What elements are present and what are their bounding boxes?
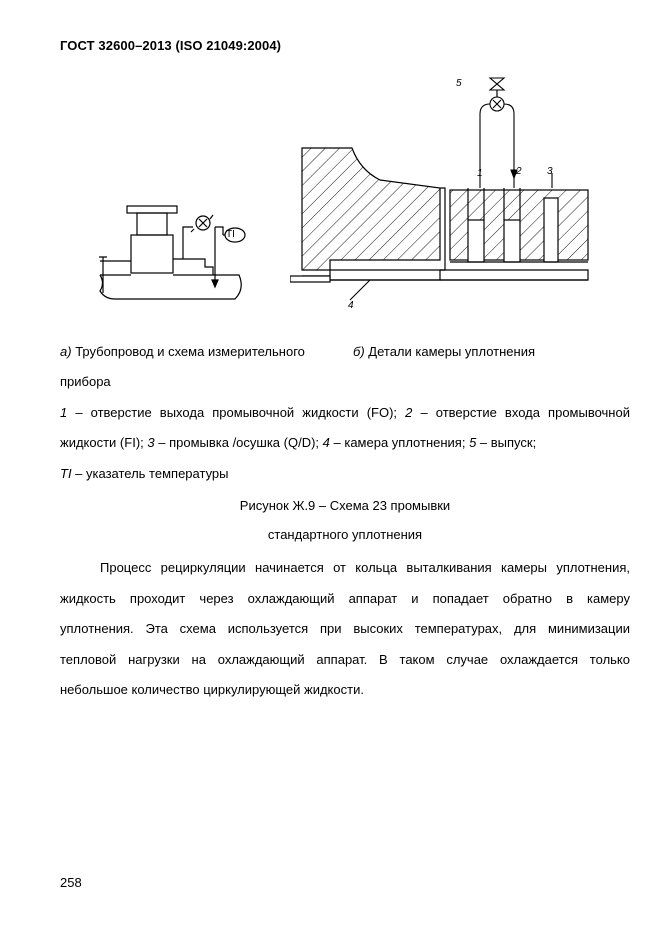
- legend-line-3: [60, 467, 229, 481]
- caption-a-label: а): [60, 344, 72, 359]
- legend-number-1: 1: [60, 405, 68, 420]
- callout-5: 5: [456, 78, 462, 89]
- caption-b-label: б): [353, 344, 365, 359]
- figure-a-pipeline-diagram: [95, 195, 255, 310]
- legend-text-2-cont: жидкости (FI);: [60, 435, 148, 450]
- figure-b-seal-chamber-diagram: [290, 70, 600, 320]
- document-header: ГОСТ 32600–2013 (ISO 21049:2004): [60, 38, 282, 53]
- figure-title-line-1: Рисунок Ж.9 – Схема 23 промывки: [239, 498, 451, 513]
- legend-line-2: [60, 436, 536, 450]
- callout-1: 1: [477, 168, 483, 179]
- legend-text-ti: – указатель температуры: [71, 466, 229, 481]
- legend-text-5: – выпуск;: [476, 435, 537, 450]
- legend-text-2: – отверстие входа промывочной: [412, 405, 630, 420]
- paragraph-line-4: тепловой нагрузки на охлаждающий аппарат. В таком случае охлаждается только: [60, 652, 630, 667]
- callout-3: 3: [547, 166, 553, 177]
- callout-4: 4: [348, 300, 354, 311]
- paragraph-line-2: жидкость проходит через охлаждающий аппарат и попадает обратно в камеру: [60, 591, 630, 606]
- caption-b-text: Детали камеры уплотнения: [368, 344, 535, 359]
- page-number: 258: [60, 875, 82, 890]
- legend-number-ti: TI: [60, 466, 72, 481]
- ti-callout-label: TI: [226, 229, 235, 240]
- legend-line-1: [60, 406, 630, 420]
- legend-number-2: 2: [405, 405, 413, 420]
- figure-title-line-2: стандартного уплотнения: [267, 527, 423, 542]
- legend-number-3: 3: [147, 435, 155, 450]
- legend-text-4: – камера уплотнения;: [329, 435, 470, 450]
- paragraph-line-1: Процесс рециркуляции начинается от кольца выталкивания камеры уплотнения,: [100, 560, 630, 575]
- caption-a: [60, 345, 305, 359]
- caption-b: [353, 345, 535, 359]
- caption-a-text: Трубопровод и схема измерительного: [75, 344, 305, 359]
- legend-text-3: – промывка /осушка (Q/D);: [154, 435, 323, 450]
- callout-2: 2: [516, 166, 522, 177]
- legend-text-1: – отверстие выхода промывочной жидкости (FO);: [67, 405, 398, 420]
- paragraph-line-5: небольшое количество циркулирующей жидкости.: [60, 682, 364, 697]
- legend-number-5: 5: [469, 435, 477, 450]
- paragraph-line-3: уплотнения. Эта схема используется при высоких температурах, для минимизации: [60, 621, 630, 636]
- caption-a-continuation: прибора: [60, 374, 111, 389]
- legend-number-4: 4: [322, 435, 330, 450]
